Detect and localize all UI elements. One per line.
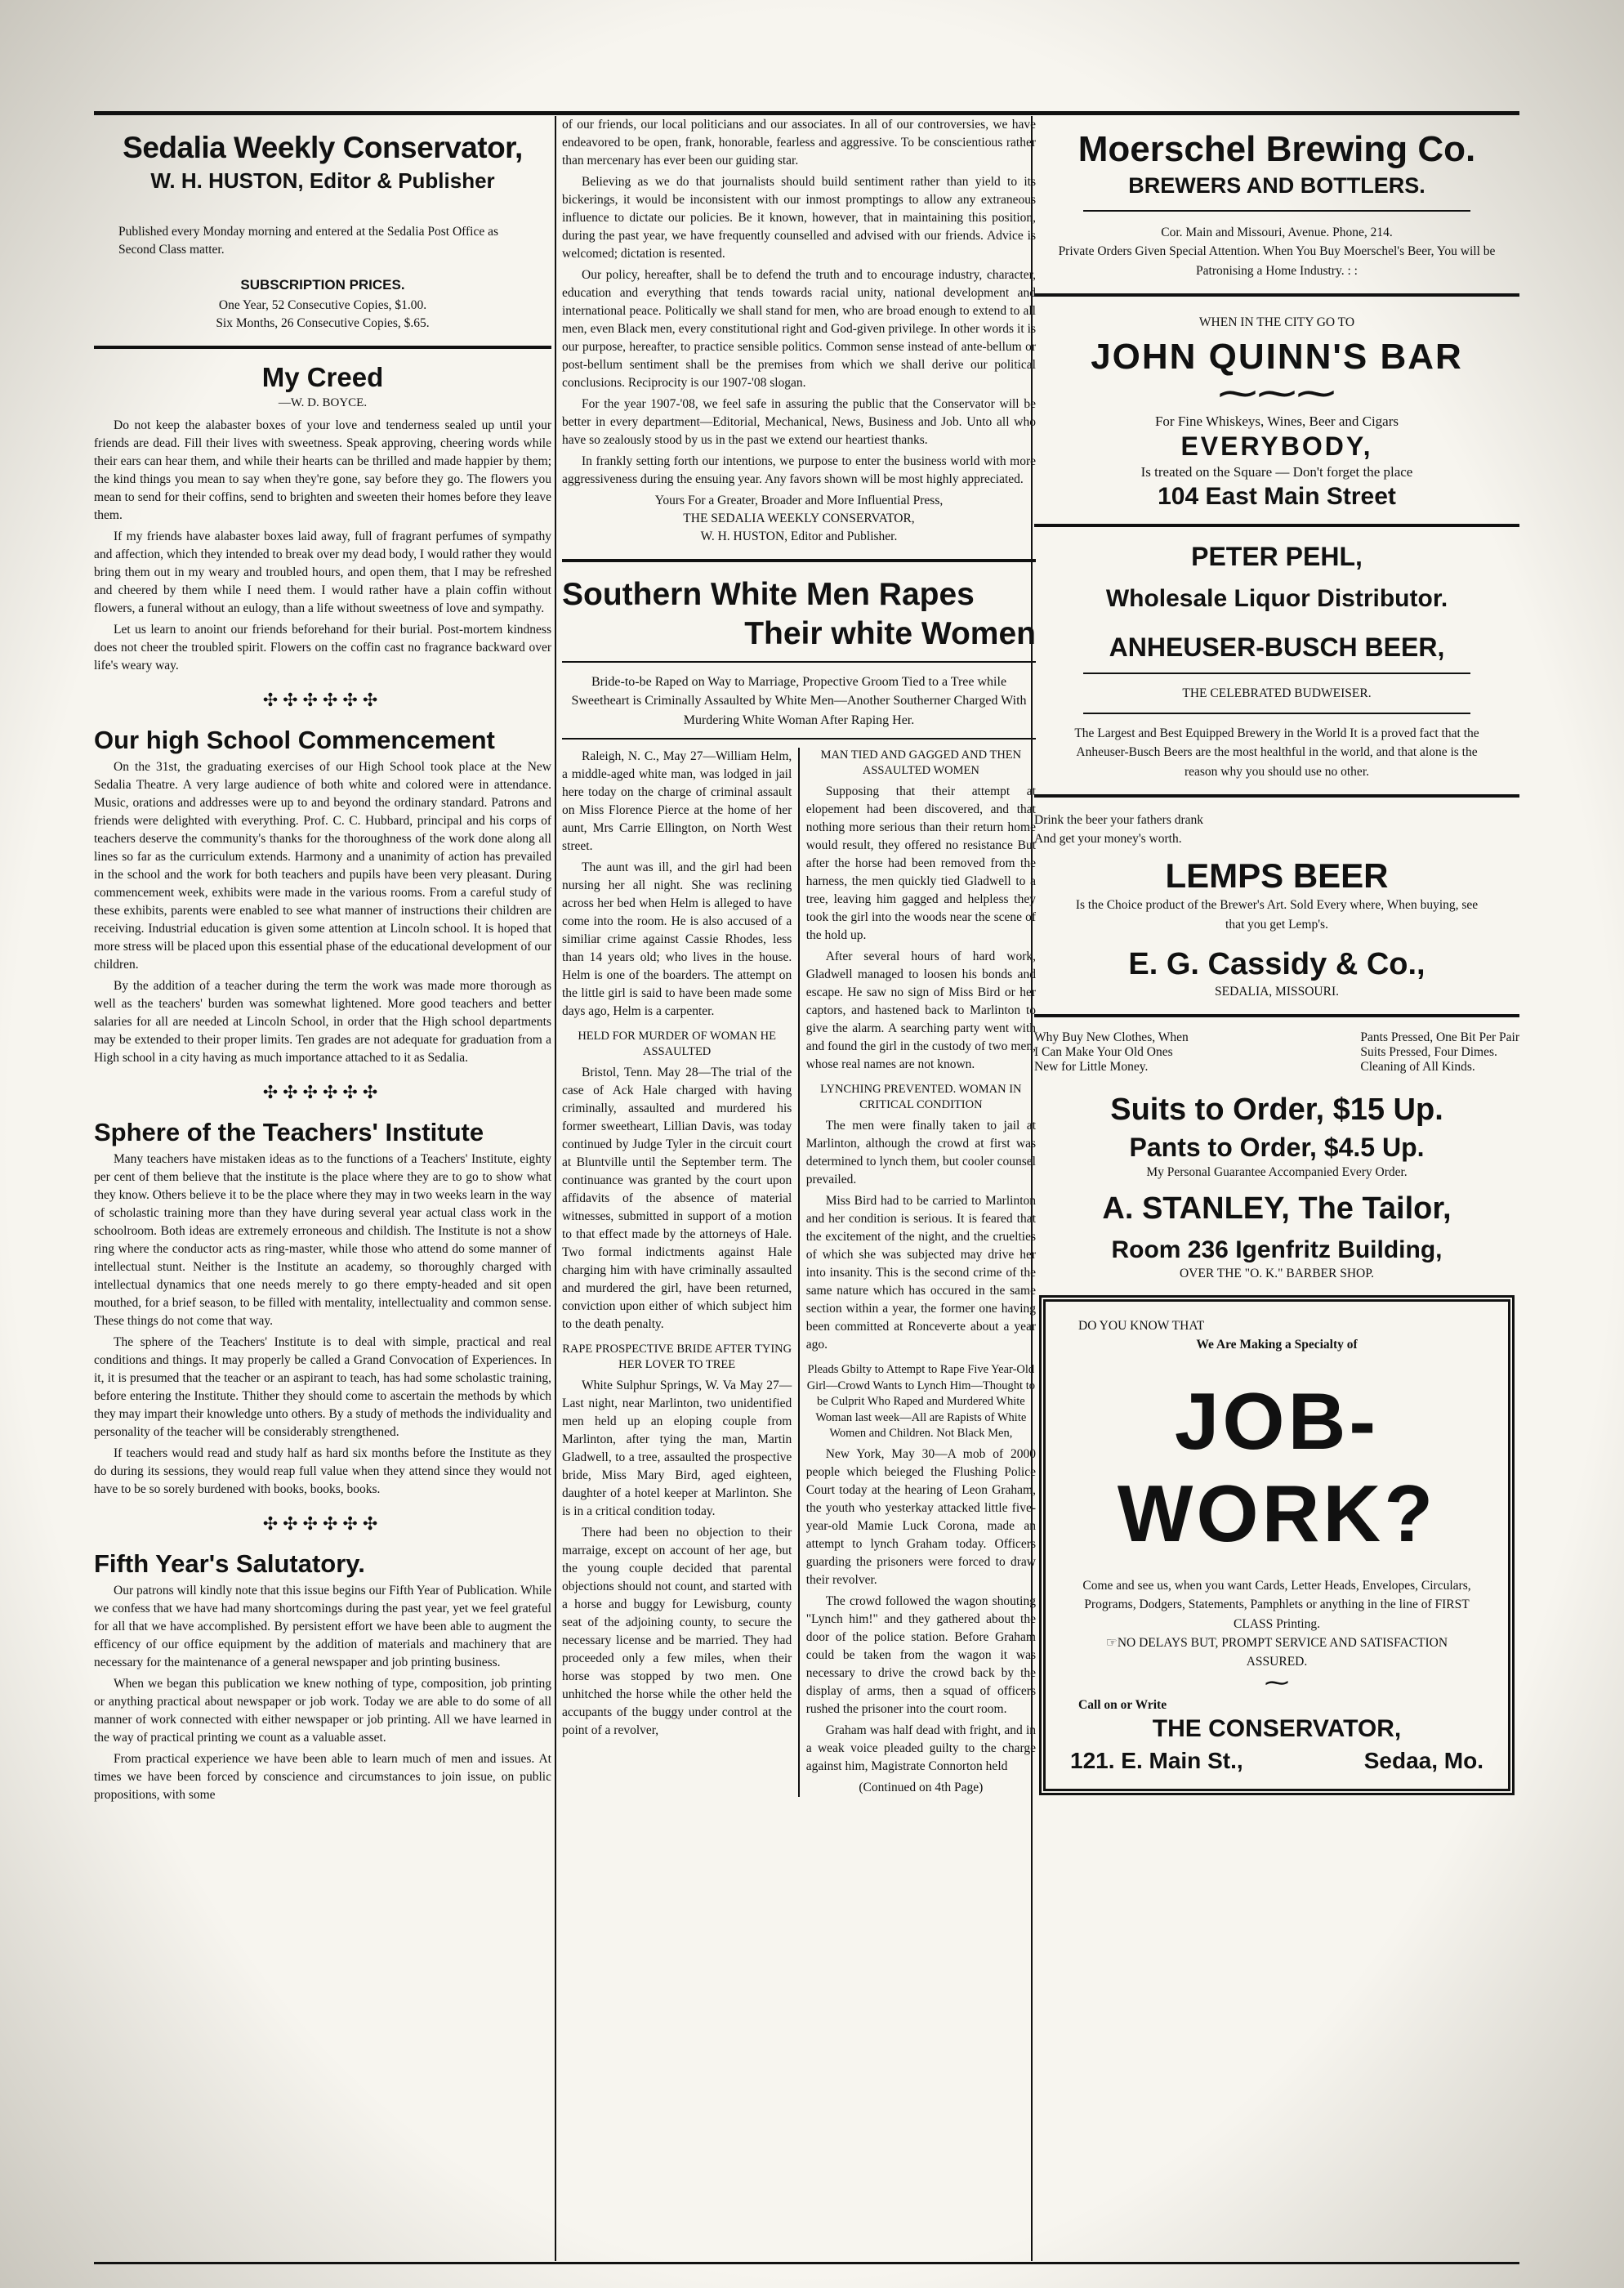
moerschel-title: Moerschel Brewing Co. xyxy=(1077,129,1476,169)
cassidy-firm: E. G. Cassidy & Co., xyxy=(1128,946,1425,981)
article-paragraph: There had been no objection to their marraige, except on account of her age, but the young couple decided that parental objections should not count, and started with a horse and buggy for Lewisburg, county seat of the adjoining county, to secure the necessary license and be married. They had proceeded only a few miles, when their horse was stopped by two men. One unhitched the horse while the other held the accupants of the buggy under control at the point of a revolver, xyxy=(562,1525,792,1737)
column-left xyxy=(94,116,551,2257)
article-paragraph: Miss Bird had to be carried to Marlinton and her condition is serious. It is feared that the excitement of the night, and the cruelties of which she was subjected may drive her into insanity. This is the second crime of the same nature which has occured in the same section within a year, the former one having been committed at Ronceverte about a year ago. xyxy=(805,1193,1036,1352)
rapes-article-columns xyxy=(562,748,1036,1797)
stanley-over: OVER THE "O. K." BARBER SHOP. xyxy=(1179,1267,1374,1281)
pehl-beer: ANHEUSER-BUSCH BEER, xyxy=(1109,632,1445,662)
ornament-stars: ✣✣✣✣✣✣ xyxy=(262,1513,383,1534)
lemps-pre: And get your money's worth. xyxy=(1034,832,1182,847)
ornament-stars: ✣✣✣✣✣✣ xyxy=(262,690,383,710)
divider xyxy=(562,738,1036,740)
stanley-line: Cleaning of All Kinds. xyxy=(1360,1060,1475,1075)
flourish-ornament: ⁓⁓⁓ xyxy=(1218,372,1336,415)
price-year: One Year, 52 Consecutive Copies, $1.00. xyxy=(218,298,427,312)
stanley-right xyxy=(1360,1030,1519,1075)
stanley-line: Suits Pressed, Four Dimes. xyxy=(1360,1045,1497,1060)
jobwork-pre: We Are Making a Specialty of xyxy=(1196,1337,1358,1352)
divider xyxy=(1034,1014,1519,1017)
stanley-guarantee: My Personal Guarantee Accompanied Every Order. xyxy=(1146,1165,1408,1180)
salutatory-title: Fifth Year's Salutatory. xyxy=(94,1549,365,1578)
jobwork-firm: THE CONSERVATOR, xyxy=(1152,1714,1402,1742)
stanley-suits: Suits to Order, $15 Up. xyxy=(1110,1093,1443,1128)
editorial-signature: THE SEDALIA WEEKLY CONSERVATOR, xyxy=(683,512,915,525)
rapes-right-column xyxy=(806,748,1036,1797)
divider xyxy=(1034,524,1519,527)
article-subhead: HELD FOR MURDER OF WOMAN HE ASSAULTED xyxy=(578,1029,776,1059)
rapes-headline: Their white Women xyxy=(744,615,1036,651)
institute-paragraph: Many teachers have mistaken ideas as to the functions of a Teachers' Institute, eighty per cent of them believe that the institute is the place where they are to go to show what they know. Others believe it to be the place where they may in two weeks learn in the way of scholastic training more than they have during several year actual class work in the schoolroom. Both ideas are extremely erroneous and childish. The Institute is not a show ring where the conductor acts as ring-master, while those who attend do some manner of intellectual stunt. Neither is the Institute an academy, so thoroughly charged with intellectual dynamics that one needs merely to go there empty-headed and sit open mouthed, for a brief season, to be filled with mentality, intellectuality and common sense. These things do not come that way. xyxy=(94,1152,551,1328)
article-subhead: LYNCHING PREVENTED. WOMAN IN CRITICAL CONDITION xyxy=(820,1082,1022,1112)
moerschel-subtitle: BREWERS AND BOTTLERS. xyxy=(1128,173,1425,198)
article-deck: Pleads Gbilty to Attempt to Rape Five Year-Old Girl—Crowd Wants to Lynch Him—Thought to be Culprit Who Raped and Murdered White Woman last week—All are Rapists of White Women and Children. Not Black Men, xyxy=(806,1362,1035,1441)
pehl-desc: Wholesale Liquor Distributor. xyxy=(1105,584,1448,612)
article-subhead: RAPE PROSPECTIVE BRIDE AFTER TYING HER LOVER TO TREE xyxy=(562,1342,792,1372)
creed-paragraph: If my friends have alabaster boxes laid away, full of fragrant perfumes of sympathy and affection, which they intended to break over my dead body, I would rather they would bring them out in my weary and troubled hours, and open them, that I may be refreshed and cheered by them while I need them. I would rather have a plain coffin without flowers, a funeral without an eulogy, than a life without sweetness of love and sympathy. xyxy=(94,530,551,615)
article-paragraph: The crowd followed the wagon shouting "Lynch him!" and they gathered about the door of the police station. Before Graham could be taken from the wagon it was necessary to drive the crowd back by the display of arms, then a squad of officers rushed the prisoner into the court room. xyxy=(805,1593,1036,1716)
stanley-line: Why Buy New Clothes, When xyxy=(1034,1030,1189,1045)
article-paragraph: Bristol, Tenn. May 28—The trial of the case of Ack Hale charged with having criminally, assaulted and murdered his former sweetheart, Lillian Davis, was today continued by Judge Tyler in the circuit court at Bluntville until the September term. The continuance was granted by the court upon affidavits of the absence of material witnesses, submitted in support of a motion to that effect made by the attorneys of Hale. Two formal indictments against Hale charging him with have criminally assaulted and murdered the girl, have been returned, conviction upon either of which subject him to the death penalty. xyxy=(562,1065,792,1331)
masthead-title: Sedalia Weekly Conservator, xyxy=(123,131,523,164)
article-paragraph: The aunt was ill, and the girl had been nursing her all night. She was reclining across her bed when Helm is alleged to have come into the room. He is also accused of a similiar crime against Cassie Rhodes, less than 14 years old; who lives in the house. Helm is one of the boarders. The attempt on the little girl is said to have been made some days ago, Helm is a carpenter. xyxy=(562,860,792,1018)
quinn-everybody: EVERYBODY, xyxy=(1180,431,1373,462)
article-paragraph: Supposing that their attempt at elopement had been discovered, and that nothing more serious than their return home would result, they offered no resistance But after the horse had been removed from the harness, the men quickly tied Gladwell to a tree, leaving him gagged and helpless they took the girl into the woods near the scene of the hold up. xyxy=(805,784,1036,942)
stanley-line: New for Little Money. xyxy=(1034,1060,1149,1075)
moerschel-note: Private Orders Given Special Attention. When You Buy Moerschel's Beer, You will be Patronising a Home Industry. : : xyxy=(1058,244,1496,278)
column-rule xyxy=(798,748,800,1797)
creed-paragraph: Let us learn to anoint our friends beforehand for their burial. Post-mortem kindness does not cheer the troubled spirit. Flowers on the coffin cast no fragrance backward over life's weary way. xyxy=(94,623,551,673)
pehl-name: PETER PEHL, xyxy=(1191,541,1363,571)
stanley-pair xyxy=(1034,1030,1519,1075)
stanley-line: I Can Make Your Old Ones xyxy=(1034,1045,1173,1060)
commencement-paragraph: By the addition of a teacher during the term the work was made more thorough as well as the teachers' burden was somewhat lightened. More good teachers and better salaries for all are needed at Lincoln School, in order that the High school departments may be extended to their proper limits. Ten grades are not adequate for graduation from a High school in a city having as much importance attached to it as Sedalia. xyxy=(94,979,551,1065)
price-six-months: Six Months, 26 Consecutive Copies, $.65. xyxy=(216,316,430,330)
divider xyxy=(562,661,1036,663)
column-rule xyxy=(555,116,556,2261)
rapes-left-column xyxy=(562,748,792,1797)
divider xyxy=(94,346,551,349)
article-paragraph: The men were finally taken to jail at Marlinton, although the crowd at first was determined to lynch them, but cooler counsel prevailed. xyxy=(805,1118,1036,1186)
jobwork-address xyxy=(1062,1743,1492,1774)
moerschel-address: Cor. Main and Missouri, Avenue. Phone, 214. xyxy=(1161,226,1393,239)
quinn-title: JOHN QUINN'S BAR xyxy=(1091,337,1463,377)
lemps-pre: Drink the beer your fathers drank xyxy=(1034,812,1204,827)
stanley-left xyxy=(1034,1030,1189,1075)
salutatory-paragraph: When we began this publication we knew nothing of type, composition, job printing or anything practical about newspaper or job work. Today we are able to do some of all manner of work connected with either newspaper or job printing. All we have learned in the way of practical printing we count as a valuable asset. xyxy=(94,1677,551,1745)
article-paragraph: After several hours of hard work, Gladwell managed to loosen his bonds and escape. He saw no sign of Miss Bird or her captors, and hastened back to Marlinton to give the alarm. A searching party went with and found the girl in the custody of two men, whose real names are not known. xyxy=(805,949,1036,1071)
commencement-title: Our high School Commencement xyxy=(94,726,495,754)
jobwork-address-city: Sedaa, Mo. xyxy=(1363,1747,1483,1773)
editorial-paragraph: In frankly setting forth our intentions, we purpose to enter the business world with more aggressiveness during the ensuing year. Any favors shown will be most highly appreciated. xyxy=(562,454,1036,486)
article-paragraph: White Sulphur Springs, W. Va May 27—Last night, near Marlinton, two unidentified men held up an eloping couple from Marlinton, after tying the man, Martin Gladwell, to a tree, assaulted the prospective bride, Miss Mary Bird, aged eighteen, daughter of a hotel keeper at Marlinton. She is in a critical condition today. xyxy=(562,1378,792,1518)
column-middle xyxy=(562,116,1036,2257)
editorial-signature: W. H. HUSTON, Editor and Publisher. xyxy=(700,530,898,543)
lemps-title: LEMPS BEER xyxy=(1165,856,1389,896)
jobwork-nodelay: ☞NO DELAYS BUT, PROMPT SERVICE AND SATISFACTION ASSURED. xyxy=(1105,1635,1448,1669)
creed-title: My Creed xyxy=(261,362,384,392)
divider xyxy=(1083,673,1470,674)
lemps-text: Is the Choice product of the Brewer's Art. Sold Every where, When buying, see that you get Lemp's. xyxy=(1075,898,1479,932)
ornament-stars: ✣✣✣✣✣✣ xyxy=(262,1082,383,1102)
jobwork-call: Call on or Write xyxy=(1078,1698,1167,1713)
salutatory-paragraph: From practical experience we have been able to learn much of men and issues. At times we have been forced by conscience and circumstances to join issue, on public propositions, with some xyxy=(94,1752,551,1802)
editorial-paragraph: of our friends, our local politicians and our associates. In all of our controversies, we have endeavored to be open, frank, honorable, fearless and aggressive. To be conscientious rather than mercenary has ever been our guiding star. xyxy=(562,118,1036,168)
jobwork-pre: DO YOU KNOW THAT xyxy=(1078,1318,1205,1333)
quinn-line: Is treated on the Square — Don't forget the place xyxy=(1140,464,1413,480)
institute-paragraph: If teachers would read and study half as hard six months before the Institute as they do during its sessions, they would reap full value when they attend since they would not have to be so sorely burdened with books, books, books. xyxy=(94,1446,551,1496)
rapes-deck: Bride-to-be Raped on Way to Marriage, Propective Groom Tied to a Tree while Sweetheart is Criminally Assaulted by White Men—Another Southerner Charged With Murdering White Woman After Raping Her. xyxy=(571,675,1027,727)
article-subhead: MAN TIED AND GAGGED AND THEN ASSAULTED WOMEN xyxy=(820,748,1022,778)
jobwork-address-street: 121. E. Main St., xyxy=(1070,1747,1243,1773)
jobwork-ad-box xyxy=(1039,1295,1515,1795)
commencement-paragraph: On the 31st, the graduating exercises of our High School took place at the New Sedalia Theatre. A very large audience of both white and colored were in attendance. Music, orations and addresses were up to and beyond the ordinary standard. Patrons and friends were delighted with everything. Prof. C. C. Hubbard, principal and his corps of teachers deserve the community's thanks for the thoroughness of the work done along all lines so far as the curriculum extends. Harmony and a unanimity of action has prevailed in the school and the work for both teachers and pupils have been very pleasant. During commencement week, exhibits were made in the various rooms. From a careful study of these exhibits, parents were enabled to see what manner of instructions their children are receiving. Industrial education is given some attention at Lincoln school. It is hoped that more stress will be placed upon this essential phase of the educational development of our children. xyxy=(94,760,551,972)
salutatory-paragraph: Our patrons will kindly note that this issue begins our Fifth Year of Publication. While we confess that we have had many shortcomings during the past year, yet we feel grateful for all that we have accomplished. By persistent effort we have been able to augment the efficency of our office equipment by the addition of materials and machinery that are necessary for the maintenance of a general newspaper and job printing business. xyxy=(94,1584,551,1669)
stanley-pants: Pants to Order, $4.5 Up. xyxy=(1129,1133,1425,1163)
stanley-room: Room 236 Igenfritz Building, xyxy=(1111,1236,1443,1264)
divider xyxy=(1083,713,1470,714)
quinn-address: 104 East Main Street xyxy=(1158,482,1396,510)
top-rule xyxy=(94,111,1519,115)
divider xyxy=(1034,293,1519,297)
stanley-name: A. STANLEY, The Tailor, xyxy=(1102,1191,1452,1227)
jobwork-text: Come and see us, when you want Cards, Letter Heads, Envelopes, Circulars, Programs, Dodgers, Statements, Pamphlets or anything in the line of FIRST CLASS Printing. xyxy=(1082,1579,1471,1631)
pehl-budweiser: THE CELEBRATED BUDWEISER. xyxy=(1182,686,1372,700)
divider xyxy=(562,559,1036,562)
rapes-headline: Southern White Men Rapes xyxy=(562,577,975,612)
creed-author: —W. D. BOYCE. xyxy=(278,396,368,409)
institute-paragraph: The sphere of the Teachers' Institute is to deal with simple, practical and real conditions and things. It may properly be called a Grand Convocation of Experiences. In it, it is presumed that the teacher or an aspirant to teach, has had some scholastic training, before entering the Institute. Thither they should come to ascertain the methods by which they may impart their knowledge unto others. By a study of methods the individuality and personality of the teacher will be considerably strengthened. xyxy=(94,1335,551,1439)
pehl-text: The Largest and Best Equipped Brewery in the World It is a proved fact that the Anheuser-Busch Beers are the most healthful in the world, and that alone is the reason why you should use no other. xyxy=(1074,726,1479,779)
editorial-paragraph: For the year 1907-'08, we feel safe in assuring the public that the Conservator will be better in every department—Editorial, Mechanical, News, Business and Job. Unto all who have so zealously stood by us in the past we extend our heartiest thanks. xyxy=(562,397,1036,447)
institute-title: Sphere of the Teachers' Institute xyxy=(94,1118,484,1146)
cassidy-city: SEDALIA, MISSOURI. xyxy=(1215,984,1339,999)
divider xyxy=(1034,794,1519,798)
flourish-ornament: ⁓ xyxy=(1265,1669,1289,1697)
jobwork-title: JOB-WORK? xyxy=(1117,1376,1437,1559)
creed-paragraph: Do not keep the alabaster boxes of your love and tenderness sealed up until your friends are dead. Fill their lives with sweetness. Speak approving, cheering words while their ears can hear them, and while their hearts can be thrilled and made happier by them; the kind things you mean to say when they're gone, say before they go. The flowers you mean to send for their coffins, send to brighten and sweeten their homes before they leave them. xyxy=(94,418,551,522)
article-paragraph: New York, May 30—A mob of 2000 people which beieged the Flushing Police Court today at the hearing of Leon Graham, the youth who yesterkay attacked little five-year-old Mamie Luck Corona, made an attempt to lynch Graham today. Officers guarding the prisoners were forced to draw their revolver. xyxy=(805,1446,1036,1587)
editorial-signature: Yours For a Greater, Broader and More Influential Press, xyxy=(654,494,944,507)
stanley-line: Pants Pressed, One Bit Per Pair xyxy=(1360,1030,1519,1045)
bottom-rule xyxy=(94,2262,1519,2264)
publication-notice: Published every Monday morning and entered at the Sedalia Post Office as Second Class matter. xyxy=(118,225,499,257)
editorial-paragraph: Our policy, hereafter, shall be to defend the truth and to encourage industry, character, education and everything that tends towards racial unity, national development and international peace. Politically we shall stand for men, who are broad enough to extend to all men, even Black men, every constitutional right and God-given privilege. In other words it is our purpose, hereafter, to practice sensible politics. Common sense instead of ante-bellum or post-bellum sentiment shall be the premises from which we shall derive our political conclusions. Reciprocity is our 1907-'08 slogan. xyxy=(562,268,1036,390)
divider xyxy=(1083,210,1470,212)
continued-note: (Continued on 4th Page) xyxy=(859,1780,984,1794)
column-ads xyxy=(1034,116,1519,2257)
quinn-line: For Fine Whiskeys, Wines, Beer and Cigars xyxy=(1154,413,1399,429)
article-paragraph: Graham was half dead with fright, and in a weak voice pleaded guilty to the charge against him, Magistrate Connorton held xyxy=(805,1723,1036,1773)
quinn-pre: WHEN IN THE CITY GO TO xyxy=(1198,315,1355,329)
masthead-editor: W. H. HUSTON, Editor & Publisher xyxy=(150,168,495,193)
article-paragraph: Raleigh, N. C., May 27—William Helm, a middle-aged white man, was lodged in jail here today on the charge of criminal assault on Miss Florence Pierce at the home of her aunt, Mrs Carrie Ellington, on North West street. xyxy=(562,749,792,853)
editorial-paragraph: Believing as we do that journalists should build sentiment rather than yield to its bickerings, it would be inconsistent with our inmost promptings to allow any extraneous influence to dictate our policies. Be it known, however, that in maintaining this position, during the past year, we have frequently counselled and advised with our friends. Advice is welcomed; dictation is resented. xyxy=(562,175,1036,261)
subscription-heading: SUBSCRIPTION PRICES. xyxy=(240,277,405,293)
